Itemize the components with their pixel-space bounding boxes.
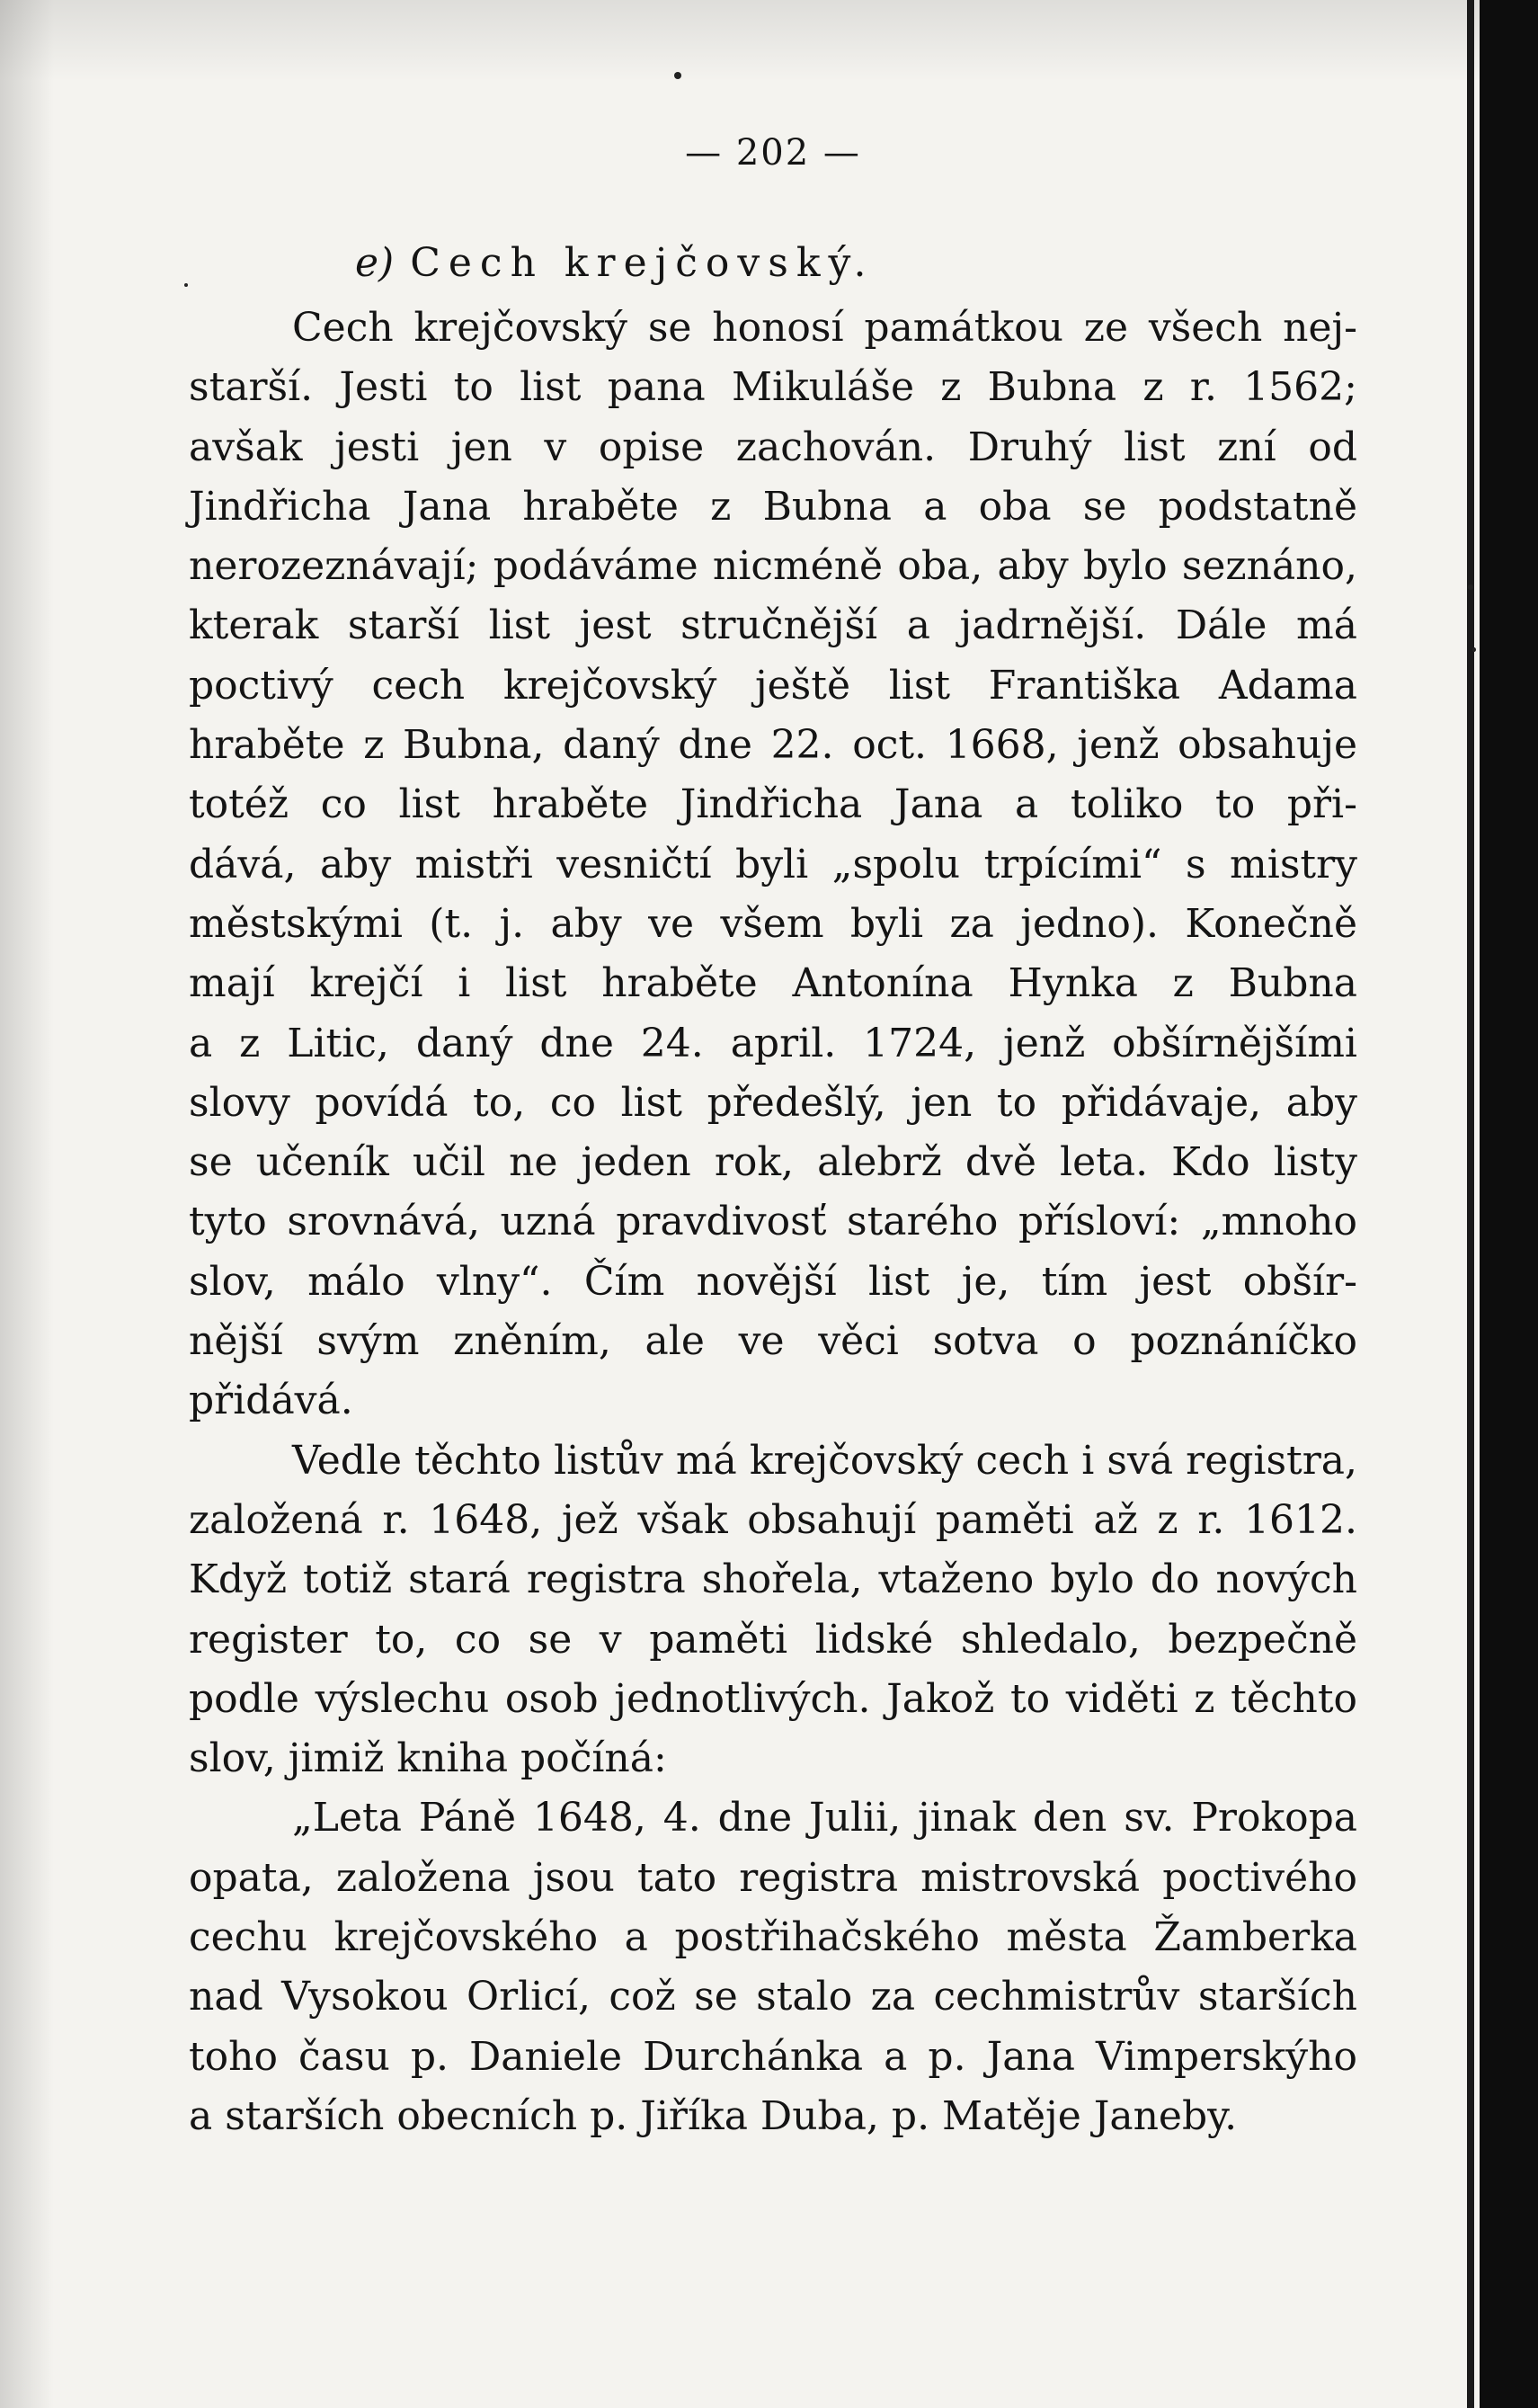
text-line: totéž co list hraběte Jindřicha Jana a toliko to při- <box>189 781 1357 828</box>
binding-shadow <box>1467 0 1474 2408</box>
text-line: Cech krejčovský se honosí památkou ze všech nej- <box>292 305 1357 351</box>
left-edge-shadow <box>0 0 54 2408</box>
text-line: městskými (t. j. aby ve všem byli za jedno). Konečně <box>189 900 1357 947</box>
text-line: nerozeznávají; podáváme nicméně oba, aby bylo seznáno, <box>189 543 1357 590</box>
text-line: slovy povídá to, co list předešlý, jen to přidávaje, aby <box>189 1079 1357 1126</box>
text-line: hraběte z Bubna, daný dne 22. oct. 1668, jenž obsahuje <box>189 722 1357 769</box>
section-heading <box>355 234 1357 293</box>
paragraph-2 <box>189 1431 1357 1789</box>
page-number: — 202 — <box>685 132 861 174</box>
text-line: Když totiž stará registra shořela, vtaženo bylo do nových <box>189 1556 1357 1603</box>
text-line: slov, málo vlny“. Čím novější list je, tím jest obšír- <box>189 1258 1357 1305</box>
book-page <box>189 132 1357 2146</box>
text-line: přidává. <box>189 1378 353 1424</box>
dust-speck <box>1468 584 1473 590</box>
scan-border-right <box>1480 0 1538 2408</box>
text-line: a z Litic, daný dne 24. april. 1724, jenž obšírnějšími <box>189 1020 1357 1066</box>
text-line: nad Vysokou Orlicí, což se stalo za cechmistrův starších <box>189 1974 1357 2020</box>
text-line: mají krejčí i list hraběte Antonína Hynka z Bubna <box>189 960 1357 1007</box>
top-edge-shadow <box>0 0 1538 81</box>
dust-speck <box>1472 647 1476 652</box>
paragraph-1 <box>189 299 1357 1431</box>
text-line: dává, aby mistři vesničtí byli „spolu trpícími“ s mistry <box>189 841 1357 887</box>
text-line: starší. Jesti to list pana Mikuláše z Bubna z r. 1562; <box>189 364 1357 411</box>
text-line: poctivý cech krejčovský ještě list Františka Adama <box>189 662 1357 709</box>
text-line: a starších obecních p. Jiříka Duba, p. Matěje Janeby. <box>189 2092 1238 2139</box>
text-line: „Leta Páně 1648, 4. dne Julii, jinak den sv. Prokopa <box>292 1795 1357 1842</box>
text-line: opata, založena jsou tato registra mistrovská poctivého <box>189 1854 1357 1901</box>
text-line: Jindřicha Jana hraběte z Bubna a oba se podstatně <box>189 483 1357 530</box>
paragraph-3 <box>189 1788 1357 2146</box>
section-label: e) <box>355 240 395 286</box>
text-line: register to, co se v paměti lidské shledalo, bezpečně <box>189 1616 1357 1663</box>
text-line: podle výslechu osob jednotlivých. Jakož to viděti z těchto <box>189 1675 1357 1722</box>
text-line: se učeník učil ne jeden rok, alebrž dvě leta. Kdo listy <box>189 1139 1357 1186</box>
section-title: Cech krejčovský. <box>410 240 875 286</box>
text-line: kterak starší list jest stručnější a jadrnější. Dále má <box>189 602 1357 649</box>
dust-speck <box>674 72 681 79</box>
text-line: cechu krejčovského a postřihačského města Žamberka <box>189 1914 1357 1961</box>
dust-speck <box>184 283 188 287</box>
text-line: toho času p. Daniele Durchánka a p. Jana Vimperskýho <box>189 2033 1357 2080</box>
text-line: avšak jesti jen v opise zachován. Druhý list zní od <box>189 424 1357 470</box>
text-line: založená r. 1648, jež však obsahují paměti až z r. 1612. <box>189 1496 1357 1543</box>
text-line: tyto srovnává, uzná pravdivosť starého přísloví: „mnoho <box>189 1199 1357 1245</box>
text-line: Vedle těchto listův má krejčovský cech i svá registra, <box>292 1437 1357 1484</box>
text-line: slov, jimiž kniha počíná: <box>189 1735 667 1782</box>
text-line: nější svým zněním, ale ve věci sotva o poznáníčko <box>189 1318 1357 1365</box>
